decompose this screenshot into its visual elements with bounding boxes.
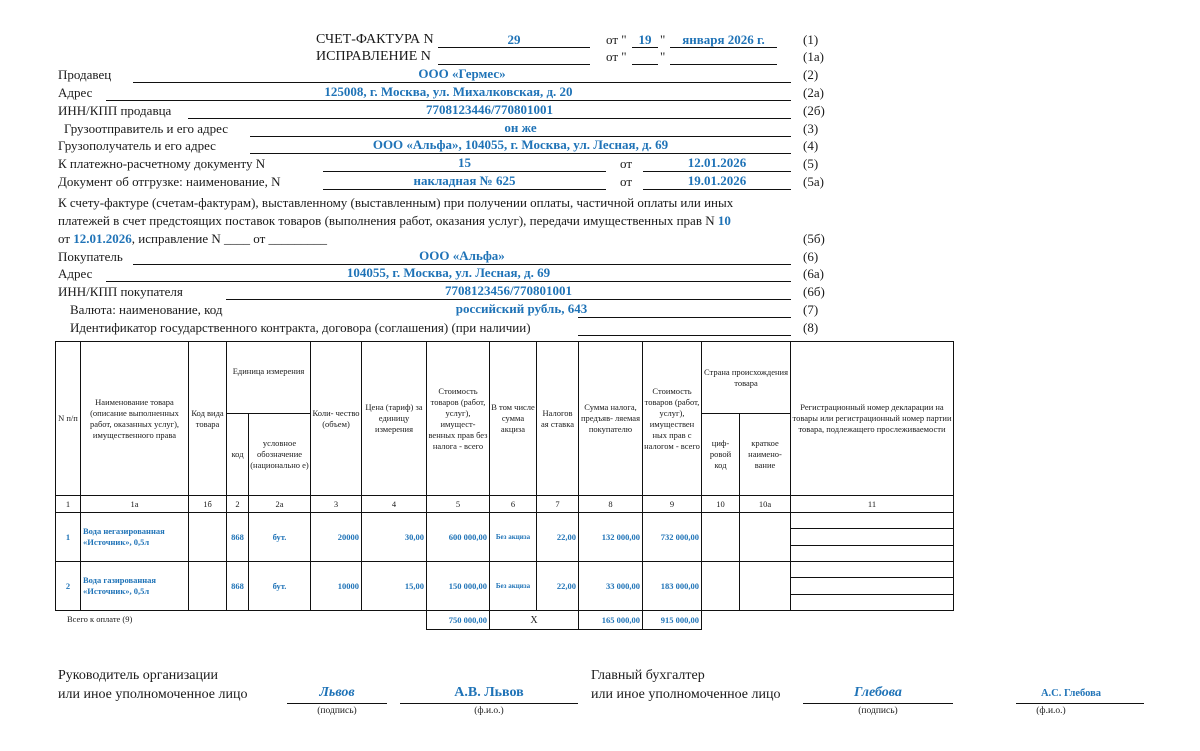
head-name: А.В. Львов — [454, 685, 524, 700]
field-label: ИНН/КПП продавца — [58, 103, 172, 118]
col-number: 1а — [80, 495, 189, 513]
payment-doc-number: 15 — [458, 155, 471, 170]
accountant-name: А.С. Глебова — [1040, 688, 1102, 699]
prepayment-number: 10 — [717, 213, 731, 228]
row-country-code — [701, 512, 740, 562]
col-number: 2 — [226, 495, 249, 513]
header-tax-amount: Сумма налога, предъяв- ляемая покупателю — [578, 341, 643, 496]
correction-from-label: от " — [606, 49, 627, 64]
header-unit-code: код — [226, 413, 249, 496]
buyer-name: ООО «Альфа» — [419, 248, 505, 263]
header-kind-code: Код вида товара — [188, 341, 227, 496]
col-number: 1б — [188, 495, 227, 513]
line-number: (1) — [803, 32, 819, 47]
row-unit-name: бут. — [248, 561, 311, 611]
line-number: (4) — [803, 138, 819, 153]
line-number: (5) — [803, 156, 819, 171]
row-quantity: 10000 — [310, 561, 362, 611]
prepayment-date: 12.01.2026 — [73, 231, 132, 246]
accountant-signature: Глебова — [854, 685, 902, 700]
field-label: Адрес — [58, 266, 93, 281]
line-number: (6б) — [803, 284, 825, 299]
col-number: 5 — [426, 495, 490, 513]
col-number: 2а — [248, 495, 311, 513]
head-label-2: или иное уполномоченное лицо — [58, 687, 248, 702]
col-number: 3 — [310, 495, 362, 513]
row-kind-code — [188, 561, 227, 611]
invoice-month-year: января 2026 г. — [682, 32, 765, 47]
col-number: 1 — [55, 495, 81, 513]
row-declaration-cell — [790, 545, 954, 562]
field-label: Документ об отгрузке: наименование, N — [58, 174, 281, 189]
field-label: Идентификатор государственного контракта, договора (соглашения) (при наличии) — [70, 320, 531, 335]
row-tax-rate: 22,00 — [536, 512, 579, 562]
header-country-code: циф- ровой код — [701, 413, 740, 496]
seller-name: ООО «Гермес» — [418, 66, 506, 81]
row-total: 732 000,00 — [642, 512, 702, 562]
header-excise: В том числе сумма акциза — [489, 341, 537, 496]
row-excise: Без акциза — [489, 561, 537, 611]
invoice-date-from-label: от " — [606, 32, 627, 47]
quote-mark: " — [660, 49, 666, 64]
header-quantity: Коли- чество (объем) — [310, 341, 362, 496]
line-number: (6) — [803, 249, 819, 264]
accountant-label-2: или иное уполномоченное лицо — [591, 687, 781, 702]
row-unit-code: 868 — [226, 561, 249, 611]
currency: российский рубль, 643 — [455, 301, 588, 316]
header-declaration-number: Регистрационный номер декларации на товары или регистрационный номер партии товара, подлежащего прослеживаемости — [790, 341, 954, 496]
shipper: он же — [504, 120, 537, 135]
header-cost-no-tax: Стоимость товаров (работ, услуг), имущест- венных прав без налога - всего — [426, 341, 490, 496]
seller-address: 125008, г. Москва, ул. Михалковская, д. 20 — [324, 84, 573, 99]
line-number: (1а) — [803, 49, 824, 64]
field-label: К платежно-расчетному документу N — [58, 156, 266, 171]
col-number: 8 — [578, 495, 643, 513]
header-name: Наименование товара (описание выполненных работ, оказанных услуг), имущественного права — [80, 341, 189, 496]
row-excise: Без акциза — [489, 512, 537, 562]
col-number: 10а — [739, 495, 791, 513]
correction-title: ИСПРАВЛЕНИЕ N — [316, 49, 431, 64]
line-number: (5б) — [803, 231, 825, 246]
total-tax: 165 000,00 — [578, 610, 643, 630]
row-declaration-cell — [790, 577, 954, 595]
row-price: 30,00 — [361, 512, 427, 562]
buyer-address: 104055, г. Москва, ул. Лесная, д. 69 — [346, 265, 551, 280]
row-n: 1 — [55, 512, 81, 562]
row-unit-code: 868 — [226, 512, 249, 562]
row-n: 2 — [55, 561, 81, 611]
line-number: (2) — [803, 67, 819, 82]
row-product-name: Вода негазированная «Источник», 0,5л — [80, 512, 189, 562]
field-label: Грузополучатель и его адрес — [58, 138, 216, 153]
row-total: 183 000,00 — [642, 561, 702, 611]
quote-mark: " — [660, 32, 666, 47]
invoice-number: 29 — [507, 32, 521, 47]
row-country-name — [739, 512, 791, 562]
line-number: (8) — [803, 320, 819, 335]
total-cost: 750 000,00 — [426, 610, 490, 630]
row-price: 15,00 — [361, 561, 427, 611]
line-number: (7) — [803, 302, 819, 317]
header-n: N п/п — [55, 341, 81, 496]
header-country-name: краткое наимено- вание — [739, 413, 791, 496]
col-number: 4 — [361, 495, 427, 513]
total-amount: 915 000,00 — [642, 610, 702, 630]
from-label: от — [620, 156, 633, 171]
total-excise: Х — [489, 610, 579, 630]
prepayment-text-line-2: платежей в счет предстоящих поставок товаров (выполнения работ, оказания услуг), передачи имущественных прав N — [58, 213, 715, 228]
invoice-day: 19 — [638, 32, 652, 47]
row-declaration-cell — [790, 561, 954, 578]
line-number: (6а) — [803, 266, 824, 281]
col-number: 7 — [536, 495, 579, 513]
row-kind-code — [188, 512, 227, 562]
header-tax-rate: Налогов ая ставка — [536, 341, 579, 496]
row-country-code — [701, 561, 740, 611]
prepayment-text-line-3-wrap — [58, 231, 327, 247]
row-unit-name: бут. — [248, 512, 311, 562]
header-unit-name: условное обозначение (национально е) — [248, 413, 311, 496]
header-price: Цена (тариф) за единицу измерения — [361, 341, 427, 496]
row-cost: 600 000,00 — [426, 512, 490, 562]
field-label: Покупатель — [58, 249, 123, 264]
head-label: Руководитель организации — [58, 668, 218, 683]
seller-inn-kpp: 7708123446/770801001 — [425, 102, 554, 117]
row-tax-amount: 33 000,00 — [578, 561, 643, 611]
field-label: Адрес — [58, 85, 93, 100]
payment-doc-date: 12.01.2026 — [687, 155, 747, 170]
correction-month-line — [670, 49, 777, 65]
line-number: (5а) — [803, 174, 824, 189]
row-declaration-cell — [790, 594, 954, 611]
row-cost: 150 000,00 — [426, 561, 490, 611]
field-label: ИНН/КПП покупателя — [58, 284, 183, 299]
shipping-doc-date: 19.01.2026 — [687, 173, 747, 188]
header-cost-with-tax: Стоимость товаров (работ, услуг), имуществен ных прав с налогом - всего — [642, 341, 702, 496]
header-unit-group: Единица измерения — [226, 341, 311, 414]
col-number: 6 — [489, 495, 537, 513]
field-label: Валюта: наименование, код — [70, 302, 223, 317]
row-tax-amount: 132 000,00 — [578, 512, 643, 562]
total-label: Всего к оплате (9) — [67, 614, 133, 624]
col-number: 9 — [642, 495, 702, 513]
col-number: 10 — [701, 495, 740, 513]
accountant-label: Главный бухгалтер — [591, 668, 705, 683]
buyer-inn-kpp: 7708123456/770801001 — [444, 283, 573, 298]
row-declaration-cell — [790, 512, 954, 529]
head-signature: Львов — [319, 685, 355, 700]
line-number: (2б) — [803, 103, 825, 118]
invoice-title: СЧЕТ-ФАКТУРА N — [316, 32, 434, 47]
line-number: (2а) — [803, 85, 824, 100]
row-declaration-cell — [790, 528, 954, 546]
signature-caption: (подпись) — [858, 706, 898, 716]
header-country-group: Страна происхождения товара — [701, 341, 791, 414]
signature-caption: (подпись) — [317, 706, 357, 716]
name-caption: (ф.и.о.) — [474, 706, 504, 716]
prepayment-from-label: от — [58, 231, 71, 246]
shipping-doc-number: накладная № 625 — [413, 173, 516, 188]
prepayment-correction: , исправление N ____ от _________ — [131, 231, 328, 246]
row-tax-rate: 22,00 — [536, 561, 579, 611]
prepayment-text-line-1: К счету-фактуре (счетам-фактурам), выставленному (выставленным) при получении оплаты, частичной оплаты или иных — [58, 195, 734, 210]
row-product-name: Вода газированная «Источник», 0,5л — [80, 561, 189, 611]
prepayment-text-line-2-wrap — [58, 213, 731, 229]
correction-day-line — [632, 49, 658, 65]
consignee: ООО «Альфа», 104055, г. Москва, ул. Лесная, д. 69 — [372, 137, 669, 152]
col-number: 11 — [790, 495, 954, 513]
field-label: Грузоотправитель и его адрес — [64, 121, 229, 136]
from-label: от — [620, 174, 633, 189]
row-quantity: 20000 — [310, 512, 362, 562]
line-number: (3) — [803, 121, 819, 136]
name-caption: (ф.и.о.) — [1036, 706, 1066, 716]
field-label: Продавец — [58, 67, 112, 82]
correction-number-line — [438, 49, 590, 65]
contract-id-line — [578, 320, 791, 336]
row-country-name — [739, 561, 791, 611]
